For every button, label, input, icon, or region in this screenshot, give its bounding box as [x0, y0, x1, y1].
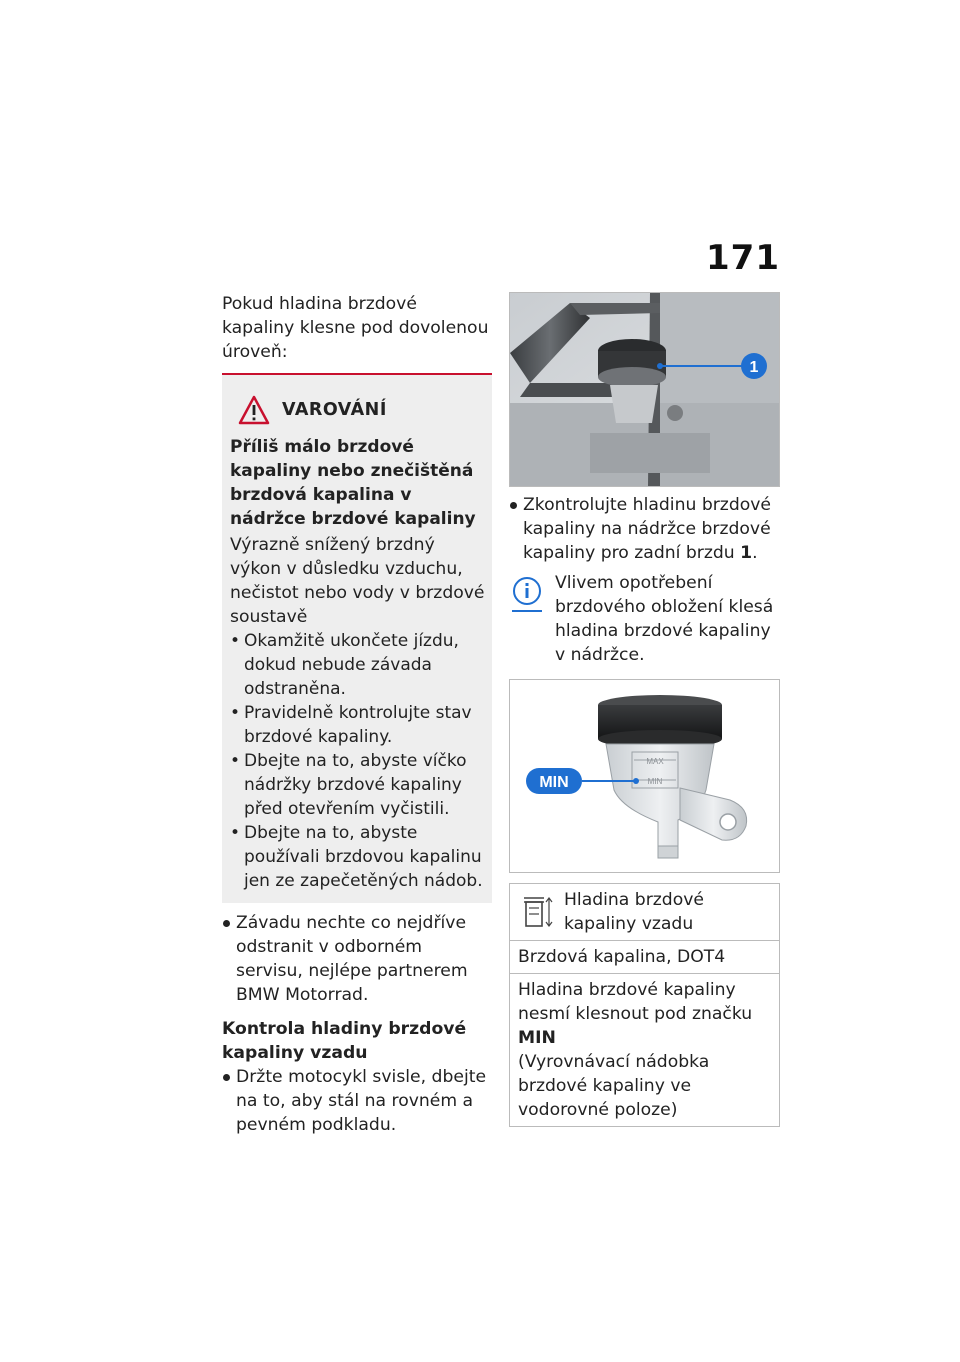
right-column: [509, 292, 780, 1127]
table-row2-tail: (Vyrovnávací nádobka brzdové kapaliny ve vodorovné poloze): [518, 1052, 710, 1120]
section-list: [222, 1065, 492, 1137]
warning-list: [230, 629, 486, 893]
info-note: [509, 571, 780, 667]
table-row: Brzdová kapalina, DOT4: [510, 940, 779, 973]
page-number: 171: [706, 238, 780, 278]
min-level-illustration: [509, 679, 780, 873]
level-gauge-icon: [518, 888, 556, 932]
list-item: • Pravidelně kontrolujte stav brzdové kapaliny.: [230, 701, 486, 749]
warning-header: [230, 395, 486, 425]
table-row: [510, 973, 779, 1126]
spec-table: [509, 883, 780, 1127]
check-item-ref: 1: [740, 543, 753, 563]
max-mark: MAX: [646, 757, 664, 766]
warning-title: VAROVÁNÍ: [282, 400, 387, 420]
list-item: • Okamžitě ukončete jízdu, dokud nebude závada odstraněna.: [230, 629, 486, 701]
section-title: Kontrola hladiny brzdové kapaliny vzadu: [222, 1019, 467, 1063]
warning-triangle-icon: [238, 395, 270, 425]
min-mark: MIN: [647, 777, 663, 786]
note-text: Vlivem opotřebení brzdového obložení klesá hladina brzdové kapaliny v nádržce.: [555, 573, 774, 665]
list-item: • Dbejte na to, abyste víčko nádržky brzdové kapaliny před otevřením vyčistili.: [230, 749, 486, 821]
list-item: • Dbejte na to, abyste používali brzdovou kapalinu jen ze zapečetěných nádob.: [230, 821, 486, 893]
callout-number: 1: [749, 359, 759, 376]
list-item: Zkontrolujte hladinu brzdové kapaliny na nádržce brzdové kapaliny pro zadní brzdu 1.: [509, 493, 780, 565]
check-item-text: Zkontrolujte hladinu brzdové kapaliny na nádržce brzdové kapaliny pro zadní brzdu: [523, 495, 771, 563]
info-icon: [509, 575, 545, 615]
warning-body: Výrazně snížený brzdný výkon v důsledku vzduchu, nečistot nebo vody v brzdové soustavě: [230, 535, 485, 627]
table-header-row: [510, 884, 779, 940]
table-row2-text: Hladina brzdové kapaliny nesmí klesnout pod značku: [518, 980, 753, 1024]
reservoir-photo: [509, 292, 780, 487]
table-row2-bold: MIN: [518, 1028, 556, 1048]
warning-subtitle: Příliš málo brzdové kapaliny nebo znečištěná brzdová kapalina v nádržce brzdové kapaliny: [230, 437, 476, 529]
intro-text: Pokud hladina brzdové kapaliny klesne pod dovolenou úroveň:: [222, 294, 489, 362]
left-column: [222, 292, 492, 1137]
warning-box: [222, 375, 492, 903]
check-list: [509, 493, 780, 565]
after-warning-list: [222, 911, 492, 1007]
min-badge: MIN: [539, 774, 569, 791]
table-header-text: Hladina brzdové kapaliny vzadu: [564, 890, 704, 934]
list-item: Závadu nechte co nejdříve odstranit v odborném servisu, nejlépe partnerem BMW Motorrad.: [222, 911, 492, 1007]
list-item: Držte motocykl svisle, dbejte na to, aby stál na rovném a pevném podkladu.: [222, 1065, 492, 1137]
reservoir-illustration: [510, 293, 779, 486]
